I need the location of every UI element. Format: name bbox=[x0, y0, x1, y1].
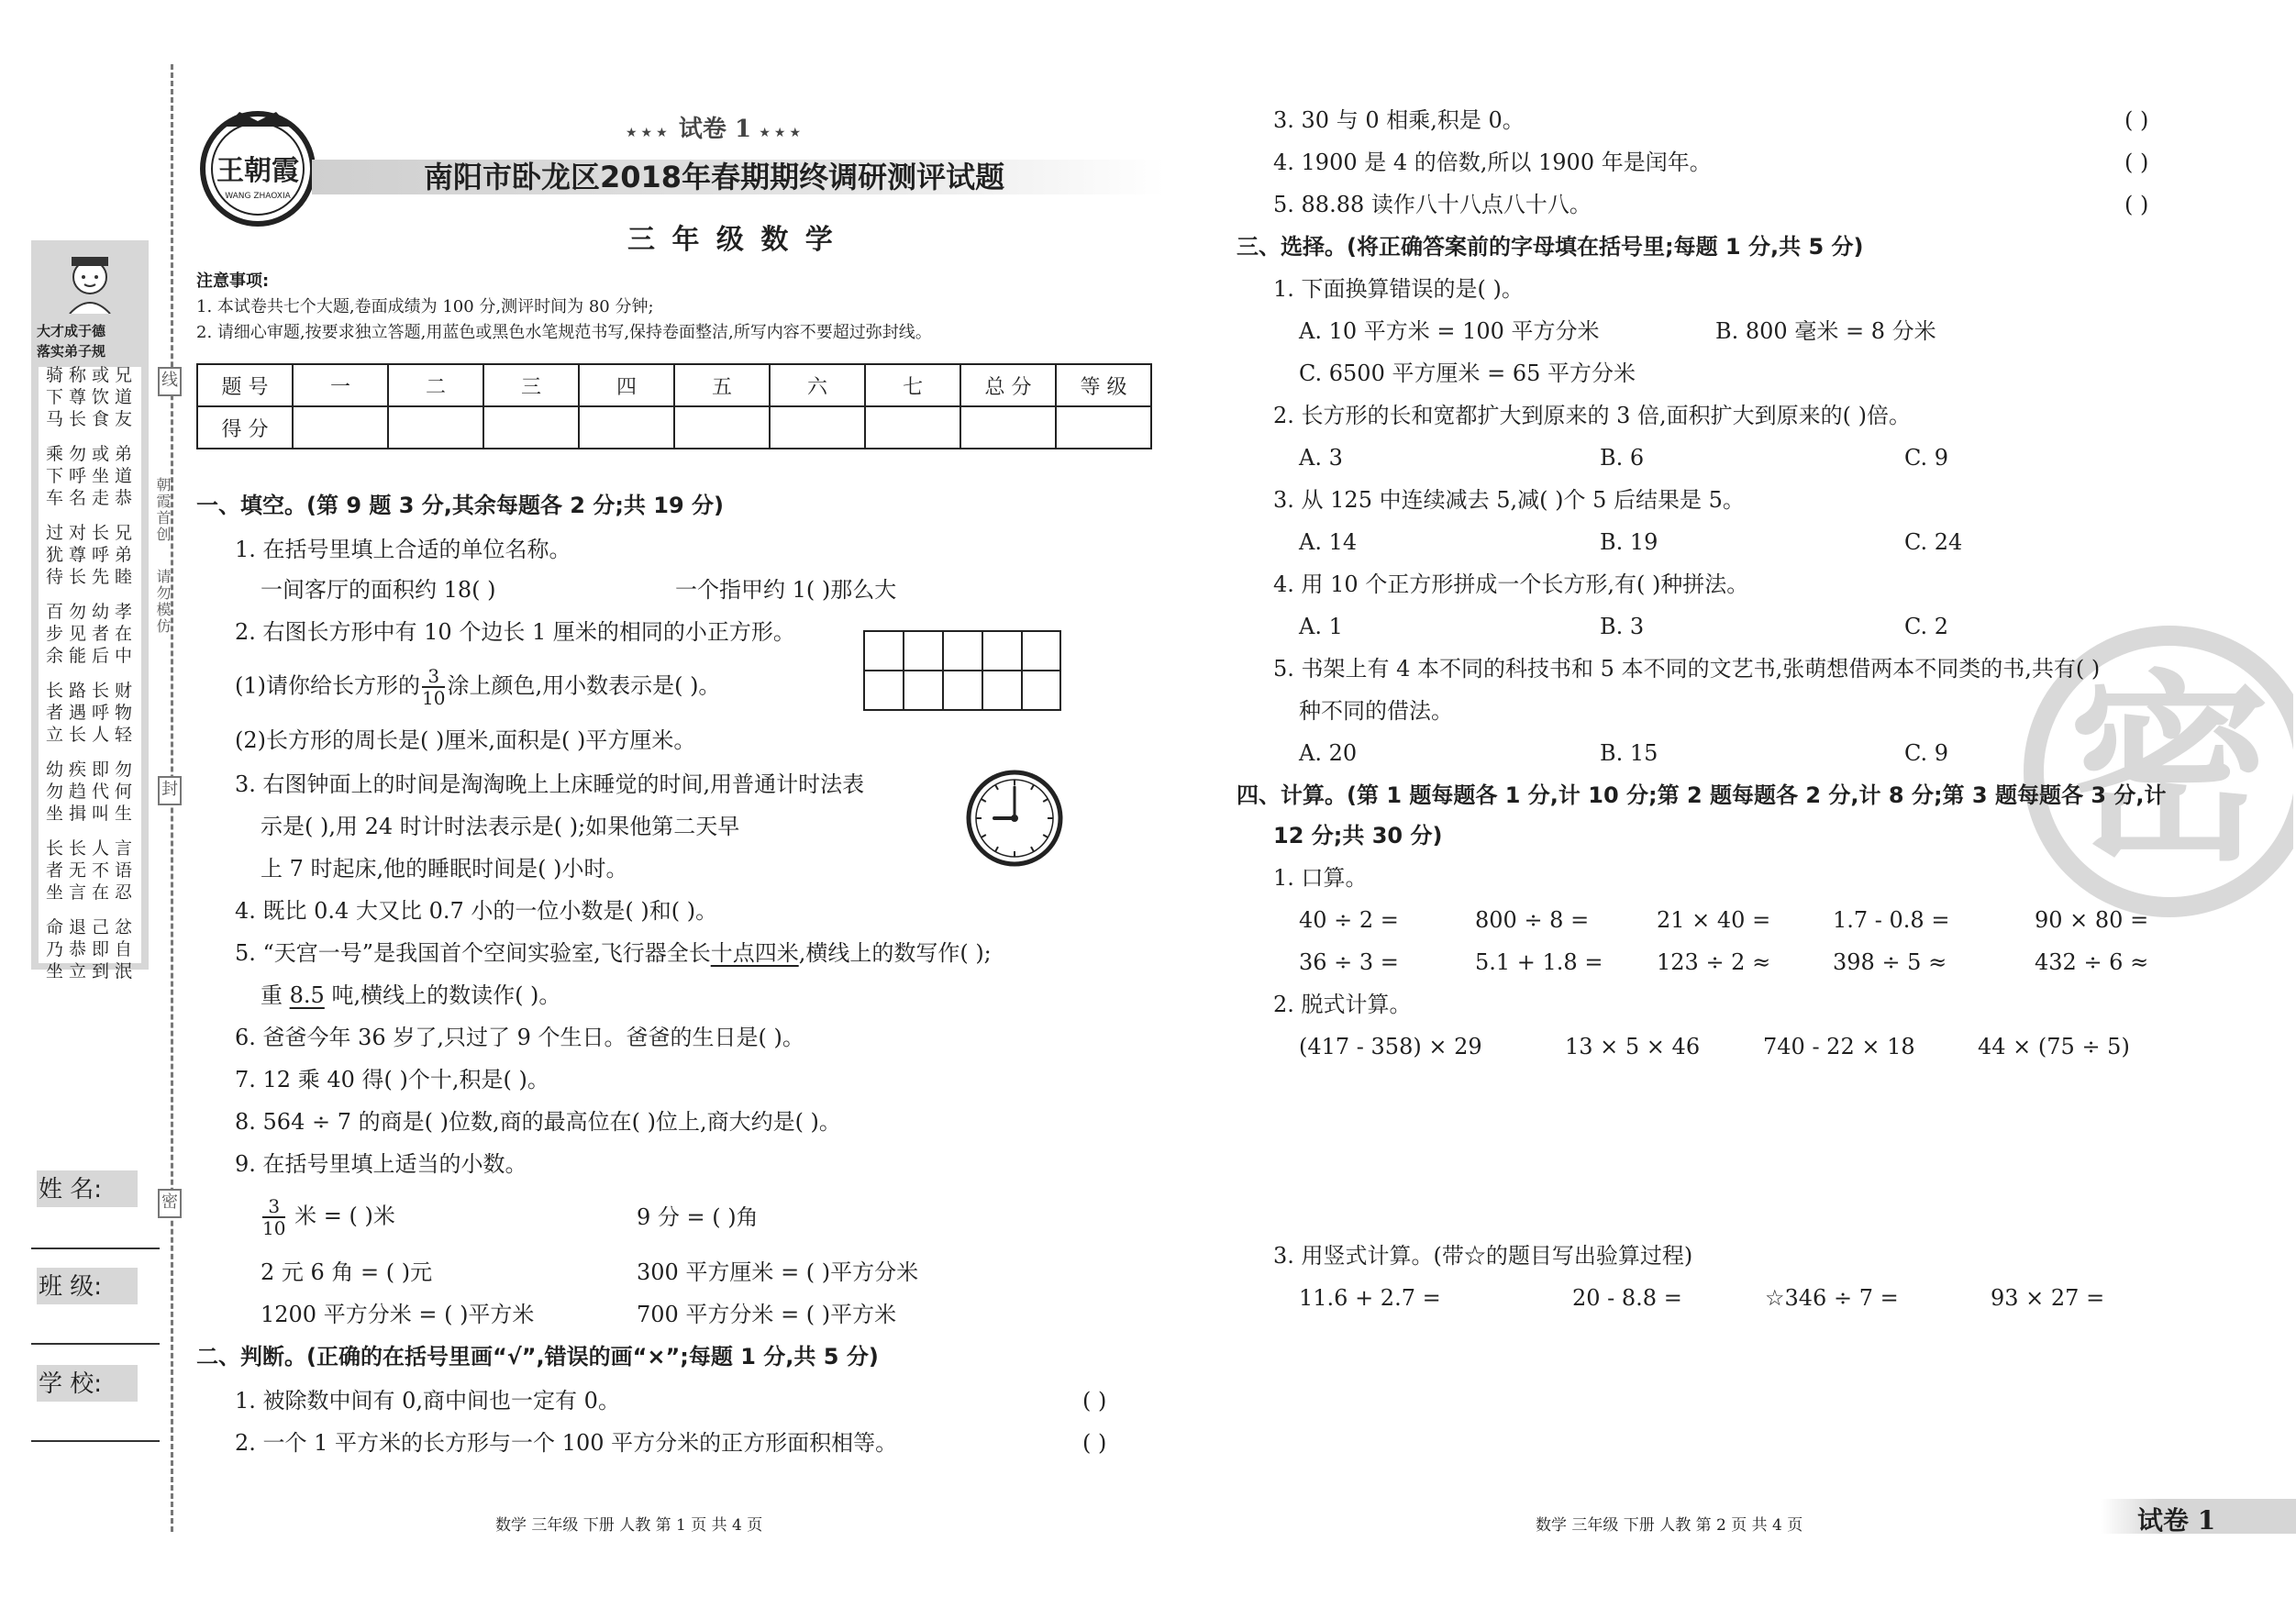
s1-q1b: 一个指甲约 1( )那么大 bbox=[675, 577, 897, 603]
s1-q2-1-post: 涂上颜色,用小数表示是( )。 bbox=[447, 672, 721, 699]
s3-q3-opt-a[interactable]: A. 14 bbox=[1299, 529, 1358, 555]
score-row-label: 得 分 bbox=[197, 406, 293, 449]
poem-row: 长长人言 bbox=[46, 838, 139, 859]
class-label: 班 级: bbox=[39, 1273, 103, 1301]
score-head-cell: 七 bbox=[865, 364, 960, 406]
score-table bbox=[196, 363, 1152, 449]
exam-tag-text: 试卷 1 bbox=[678, 116, 752, 143]
brand-logo bbox=[189, 95, 327, 233]
s1-q9: 9. 在括号里填上适当的小数。 bbox=[235, 1151, 527, 1177]
score-head-cell: 等 级 bbox=[1056, 364, 1151, 406]
s1-q2: 2. 右图长方形中有 10 个边长 1 厘米的相同的小正方形。 bbox=[235, 619, 795, 645]
section3-title: 三、选择。(将正确答案前的字母填在括号里;每题 1 分,共 5 分) bbox=[1237, 234, 1864, 260]
s3-q4-opt-c[interactable]: C. 2 bbox=[1904, 614, 1949, 639]
s2-paren-3[interactable]: ( ) bbox=[2124, 107, 2149, 133]
school-line[interactable] bbox=[31, 1440, 160, 1442]
s3-q5-line1: 5. 书架上有 4 本不同的科技书和 5 本不同的文艺书,张萌想借两本不同类的书,共有( ) bbox=[1273, 656, 2101, 682]
s1-q8: 8. 564 ÷ 7 的商是( )位数,商的最高位在( )位上,商大约是( )。 bbox=[235, 1109, 841, 1135]
poem-row: 命退己忿 bbox=[46, 917, 139, 937]
poem-row: 车名走恭 bbox=[46, 488, 139, 508]
exam-tag-header bbox=[626, 110, 804, 144]
score-table-header-row bbox=[197, 364, 1151, 406]
brand-logo-text: 王朝霞 bbox=[216, 155, 299, 187]
footer-left: 数学 三年级 下册 人教 第 1 页 共 4 页 bbox=[495, 1516, 763, 1535]
s3-q5-opt-b[interactable]: B. 15 bbox=[1600, 740, 1658, 766]
clock-face-icon bbox=[965, 769, 1064, 868]
poem-row: 乃恭即自 bbox=[46, 939, 139, 959]
score-head-cell: 总 分 bbox=[960, 364, 1056, 406]
s3-q1-opt-b[interactable]: B. 800 毫米 = 8 分米 bbox=[1715, 318, 1936, 344]
oral-calc-item: 398 ÷ 5 ≈ bbox=[1833, 949, 1947, 975]
s2-item-3: 3. 30 与 0 相乘,积是 0。 bbox=[1273, 107, 1525, 133]
step-calc-item: 13 × 5 × 46 bbox=[1565, 1034, 1701, 1059]
score-table-score-row bbox=[197, 406, 1151, 449]
s1-q9f: 700 平方分米 = ( )平方米 bbox=[637, 1302, 897, 1327]
score-head-cell: 六 bbox=[770, 364, 865, 406]
score-head-cell: 一 bbox=[293, 364, 388, 406]
s1-q9d: 300 平方厘米 = ( )平方分米 bbox=[637, 1259, 919, 1285]
seal-mark-secret: 密 bbox=[158, 1189, 182, 1218]
score-input-cell[interactable] bbox=[674, 406, 770, 449]
poem-row: 坐立到泯 bbox=[46, 961, 139, 981]
s3-q3-opt-c[interactable]: C. 24 bbox=[1904, 529, 1963, 555]
oral-calc-item: 36 ÷ 3 = bbox=[1299, 949, 1399, 975]
s2-paren-5[interactable]: ( ) bbox=[2124, 192, 2149, 217]
score-input-cell[interactable] bbox=[293, 406, 388, 449]
oral-calc-item: 90 × 80 = bbox=[2035, 907, 2149, 933]
s1-q2-2: (2)长方形的周长是( )厘米,面积是( )平方厘米。 bbox=[235, 727, 696, 753]
section4-title-line1: 四、计算。(第 1 题每题各 1 分,计 10 分;第 2 题每题各 2 分,计 8 分;第 3 题每题各 3 分,计 bbox=[1237, 782, 2167, 808]
oral-calc-item: 800 ÷ 8 = bbox=[1475, 907, 1590, 933]
s1-q2-1 bbox=[235, 666, 720, 708]
vertical-calc-item: 93 × 27 = bbox=[1991, 1285, 2105, 1311]
score-input-cell[interactable] bbox=[483, 406, 579, 449]
school-label: 学 校: bbox=[39, 1370, 103, 1398]
s1-q9c: 2 元 6 角 = ( )元 bbox=[261, 1259, 433, 1285]
s1-q6: 6. 爸爸今年 36 岁了,只过了 9 个生日。爸爸的生日是( )。 bbox=[235, 1025, 804, 1050]
s3-q1-opt-a[interactable]: A. 10 平方米 = 100 平方分米 bbox=[1299, 318, 1600, 344]
poem-row: 马长食友 bbox=[46, 409, 139, 429]
s1-q5-line1: 5. “天宫一号”是我国首个空间实验室,飞行器全长十点四米,横线上的数写作( ); bbox=[235, 940, 992, 966]
fraction-3-10: $\frac{3}{10}$ bbox=[422, 665, 446, 709]
s2-item-1: 1. 被除数中间有 0,商中间也一定有 0。 bbox=[235, 1388, 620, 1414]
rectangle-grid-figure bbox=[862, 629, 1064, 714]
poem-row: 勿趋代何 bbox=[46, 782, 139, 802]
score-head-cell: 三 bbox=[483, 364, 579, 406]
s1-q2-1-pre: (1)请你给长方形的 bbox=[235, 672, 420, 699]
poem-row: 骑称或兄 bbox=[46, 365, 139, 385]
poem-row: 坐揖叫生 bbox=[46, 804, 139, 824]
section1-title: 一、填空。(第 9 题 3 分,其余每题各 2 分;共 19 分) bbox=[196, 493, 724, 518]
step-calc-item: 740 - 22 × 18 bbox=[1763, 1034, 1915, 1059]
footer-right: 数学 三年级 下册 人教 第 2 页 共 4 页 bbox=[1536, 1516, 1803, 1535]
oral-calc-item: 432 ÷ 6 ≈ bbox=[2035, 949, 2149, 975]
oral-calc-item: 21 × 40 = bbox=[1657, 907, 1771, 933]
class-line[interactable] bbox=[31, 1343, 160, 1345]
motto-line-2: 落实弟子规 bbox=[37, 343, 106, 360]
section2-title: 二、判断。(正确的在括号里画“√”,错误的画“×”;每题 1 分,共 5 分) bbox=[196, 1344, 879, 1370]
poem-row: 犹尊呼弟 bbox=[46, 545, 139, 565]
exam-title: 南阳市卧龙区2018年春期期终调研测评试题 bbox=[424, 160, 1005, 194]
s3-q2: 2. 长方形的长和宽都扩大到原来的 3 倍,面积扩大到原来的( )倍。 bbox=[1273, 403, 1912, 428]
score-head-cell: 五 bbox=[674, 364, 770, 406]
s1-q5-line2: 重 8.5 吨,横线上的数读作( )。 bbox=[261, 982, 561, 1008]
s3-q3-opt-b[interactable]: B. 19 bbox=[1600, 529, 1658, 555]
brand-logo-en: WANG ZHAOXIA bbox=[225, 192, 291, 201]
notice-item-2: 2. 请细心审题,按要求独立答题,用蓝色或黑色水笔规范书写,保持卷面整洁,所写内容不要超过弥封线。 bbox=[196, 323, 932, 342]
score-head-cell: 四 bbox=[579, 364, 674, 406]
poem-row: 长路长财 bbox=[46, 681, 139, 701]
score-input-cell[interactable] bbox=[579, 406, 674, 449]
oral-calc-item: 40 ÷ 2 = bbox=[1299, 907, 1399, 933]
oral-calc-item: 5.1 + 1.8 = bbox=[1475, 949, 1603, 975]
s1-q3-line3: 上 7 时起床,他的睡眠时间是( )小时。 bbox=[261, 856, 628, 882]
poem-row: 立长人轻 bbox=[46, 725, 139, 745]
s3-q4-opt-b[interactable]: B. 3 bbox=[1600, 614, 1645, 639]
s1-q1a: 一间客厅的面积约 18( ) bbox=[261, 577, 496, 603]
score-input-cell[interactable] bbox=[388, 406, 483, 449]
motto-line-1: 大才成于德 bbox=[37, 323, 106, 339]
oral-calc-item: 1.7 - 0.8 = bbox=[1833, 907, 1950, 933]
step-calc-item: (417 - 358) × 29 bbox=[1299, 1034, 1482, 1059]
s1-q7: 7. 12 乘 40 得( )个十,积是( )。 bbox=[235, 1067, 549, 1092]
name-line[interactable] bbox=[31, 1248, 160, 1249]
footer-tag: 试卷 1 bbox=[2137, 1505, 2216, 1536]
student-figure-icon bbox=[53, 250, 127, 314]
s1-q9b: 9 分 = ( )角 bbox=[637, 1204, 759, 1230]
poem-row: 下尊饮道 bbox=[46, 387, 139, 407]
s1-q4: 4. 既比 0.4 大又比 0.7 小的一位小数是( )和( )。 bbox=[235, 898, 718, 924]
s3-q5-line2: 种不同的借法。 bbox=[1299, 698, 1453, 724]
s2-paren-1[interactable]: ( ) bbox=[1082, 1388, 1107, 1414]
fraction-3-10-b: $\frac{3}{10}$ bbox=[262, 1195, 286, 1239]
poem-row: 乘勿或弟 bbox=[46, 444, 139, 464]
poem-row: 幼疾即勿 bbox=[46, 760, 139, 780]
notice-item-1: 1. 本试卷共七个大题,卷面成绩为 100 分,测评时间为 80 分钟; bbox=[196, 297, 654, 316]
side-note-1: 朝霞首创 bbox=[154, 477, 172, 543]
s3-q5-opt-a[interactable]: A. 20 bbox=[1299, 740, 1358, 766]
score-input-cell[interactable] bbox=[770, 406, 865, 449]
s2-item-4: 4. 1900 是 4 的倍数,所以 1900 年是闰年。 bbox=[1273, 150, 1712, 175]
s3-q5-opt-c[interactable]: C. 9 bbox=[1904, 740, 1949, 766]
s3-q2-opt-c[interactable]: C. 9 bbox=[1904, 445, 1949, 471]
s3-q4-opt-a[interactable]: A. 1 bbox=[1299, 614, 1343, 639]
stars-left: ★★★ bbox=[626, 126, 671, 140]
s3-q1-opt-c[interactable]: C. 6500 平方厘米 = 65 平方分米 bbox=[1299, 360, 1636, 386]
step-calc-item: 44 × (75 ÷ 5) bbox=[1978, 1034, 2130, 1059]
watermark-char: 密 bbox=[2068, 653, 2271, 888]
vertical-calc-item: 11.6 + 2.7 = bbox=[1299, 1285, 1441, 1311]
subject-title: 三 年 级 数 学 bbox=[627, 224, 837, 256]
poem-row: 余能后中 bbox=[46, 646, 139, 666]
seal-mark-seal: 封 bbox=[158, 776, 182, 805]
s3-q2-opt-b[interactable]: B. 6 bbox=[1600, 445, 1645, 471]
score-head-cell: 二 bbox=[388, 364, 483, 406]
s1-q1: 1. 在括号里填上合适的单位名称。 bbox=[235, 537, 571, 562]
score-input-cell[interactable] bbox=[865, 406, 960, 449]
poem-row: 待长先睦 bbox=[46, 567, 139, 587]
s2-paren-2[interactable]: ( ) bbox=[1082, 1430, 1107, 1456]
poem-row: 百勿幼孝 bbox=[46, 602, 139, 622]
seal-mark-line: 线 bbox=[158, 367, 182, 396]
s3-q3: 3. 从 125 中连续减去 5,减( )个 5 后结果是 5。 bbox=[1273, 487, 1745, 513]
score-head-cell: 题 号 bbox=[197, 364, 293, 406]
score-input-cell[interactable] bbox=[1056, 406, 1151, 449]
score-input-cell[interactable] bbox=[960, 406, 1056, 449]
poem-row: 者遇呼物 bbox=[46, 703, 139, 723]
s3-q4: 4. 用 10 个正方形拼成一个长方形,有( )种拼法。 bbox=[1273, 571, 1749, 597]
s3-q2-opt-a[interactable]: A. 3 bbox=[1299, 445, 1343, 471]
poem-row: 坐言在忍 bbox=[46, 882, 139, 903]
s1-q9a: $\frac{3}{10}$ 米 = ( )米 bbox=[262, 1195, 395, 1239]
s1-q3-line2: 示是( ),用 24 时计时法表示是( );如果他第二天早 bbox=[261, 814, 740, 839]
s4-p1: 1. 口算。 bbox=[1273, 865, 1368, 891]
name-label: 姓 名: bbox=[39, 1176, 103, 1203]
poem-row: 步见者在 bbox=[46, 624, 139, 644]
side-note-2: 请勿模仿 bbox=[154, 569, 172, 635]
s2-paren-4[interactable]: ( ) bbox=[2124, 150, 2149, 175]
s4-p2: 2. 脱式计算。 bbox=[1273, 992, 1412, 1017]
s2-item-2: 2. 一个 1 平方米的长方形与一个 100 平方分米的正方形面积相等。 bbox=[235, 1430, 898, 1456]
s1-q9e: 1200 平方分米 = ( )平方米 bbox=[261, 1302, 535, 1327]
s2-item-5: 5. 88.88 读作八十八点八十八。 bbox=[1273, 192, 1592, 217]
notice-heading: 注意事项: bbox=[196, 272, 270, 291]
stars-right: ★★★ bbox=[759, 126, 804, 140]
section4-title-line2: 12 分;共 30 分) bbox=[1273, 823, 1443, 848]
s4-p3: 3. 用竖式计算。(带☆的题目写出验算过程) bbox=[1273, 1243, 1693, 1269]
s1-q3-line1: 3. 右图钟面上的时间是淘淘晚上上床睡觉的时间,用普通计时法表 bbox=[235, 771, 865, 797]
poem-row: 下呼坐道 bbox=[46, 466, 139, 486]
vertical-calc-item: 20 - 8.8 = bbox=[1572, 1285, 1682, 1311]
poem-row: 者无不语 bbox=[46, 860, 139, 881]
vertical-calc-item: ☆346 ÷ 7 = bbox=[1765, 1285, 1899, 1311]
s3-q1: 1. 下面换算错误的是( )。 bbox=[1273, 276, 1524, 302]
poem-row: 过对长兄 bbox=[46, 523, 139, 543]
oral-calc-item: 123 ÷ 2 ≈ bbox=[1657, 949, 1771, 975]
